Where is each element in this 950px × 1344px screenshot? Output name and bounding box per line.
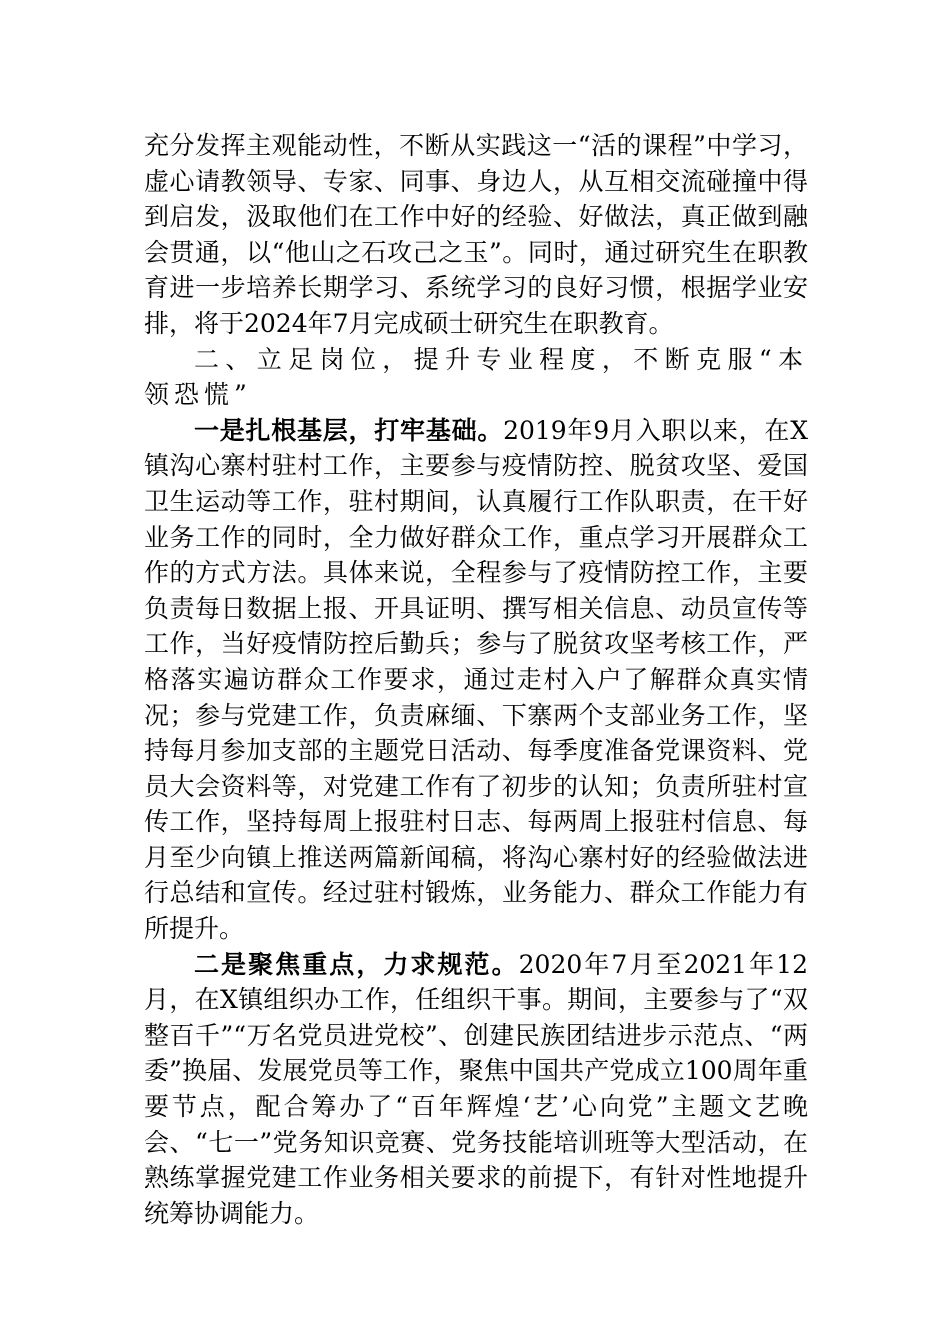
paragraph-text: 2020年7月至2021年12月，在X镇组织办工作，任组织干事。期间，主要参与了“双整百千”“万名党员进党校”、创建民族团结进步示范点、“两委”换届、发展党员等工作，聚焦中国共产党成立100周年重要节点，配合筹办了“百年辉煌‘艺’心向党”主题文艺晚会、“七一”党务知识竞赛、党务技能培训班等大型活动，在熟练掌握党建工作业务相关要求的前提下，有针对性地提升统筹协调能力。 bbox=[144, 949, 808, 1228]
section-heading-text: 二、立足岗位，提升专业程度，不断克服“本领恐慌” bbox=[144, 344, 808, 410]
paragraph-lead: 一是扎根基层，打牢基础。 bbox=[194, 415, 504, 445]
paragraph-text: 2019年9月入职以来，在X镇沟心寨村驻村工作，主要参与疫情防控、脱贫攻坚、爱国卫生运动等工作，驻村期间，认真履行工作队职责，在干好业务工作的同时，全力做好群众工作，重点学习开展群众工作的方式方法。具体来说，全程参与了疫情防控工作，主要负责每日数据上报、开具证明、撰写相关信息、动员宣传等工作，当好疫情防控后勤兵；参与了脱贫攻坚考核工作，严格落实遍访群众工作要求，通过走村入户了解群众真实情况；参与党建工作，负责麻缅、下寨两个支部业务工作，坚持每月参加支部的主题党日活动、每季度准备党课资料、党员大会资料等，对党建工作有了初步的认知；负责所驻村宣传工作，坚持每周上报驻村日志、每两周上报驻村信息、每月至少向镇上推送两篇新闻稿，将沟心寨村好的经验做法进行总结和宣传。经过驻村锻炼，业务能力、群众工作能力有所提升。 bbox=[144, 415, 808, 944]
paragraph-text: 充分发挥主观能动性，不断从实践这一“活的课程”中学习，虚心请教领导、专家、同事、身边人，从互相交流碰撞中得到启发，汲取他们在工作中好的经验、好做法，真正做到融会贯通，以“他山之石攻己之玉”。同时，通过研究生在职教育进一步培养长期学习、系统学习的良好习惯，根据学业安排，将于2024年7月完成硕士研究生在职教育。 bbox=[144, 131, 808, 338]
paragraph-point-one bbox=[144, 413, 808, 947]
paragraph-continuation bbox=[144, 128, 808, 342]
document-body bbox=[144, 128, 808, 1231]
paragraph-point-two bbox=[144, 947, 808, 1232]
paragraph-lead: 二是聚焦重点，力求规范。 bbox=[194, 949, 519, 979]
section-heading bbox=[144, 342, 808, 413]
